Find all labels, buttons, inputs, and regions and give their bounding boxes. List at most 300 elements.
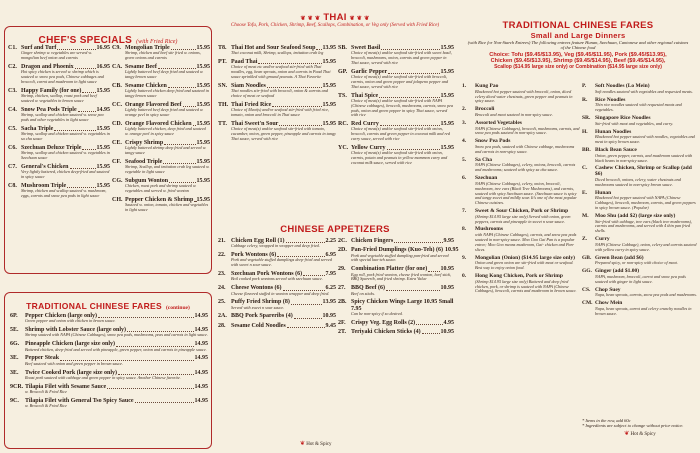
menu-item-description: Roast pork sauteed with cabbage and green pepper in spicy sauce. Another Chinese favorite. [25,374,181,380]
menu-item [10,313,208,324]
menu-item-code: T8. [218,45,227,51]
trad-header [458,20,698,70]
menu-item-price: 16.95 [96,45,110,51]
menu-item-code: CH. [112,196,123,203]
menu-item [218,252,336,268]
menu-item-code: GB. [582,254,592,261]
menu-item-code: TH. [218,101,229,108]
menu-item-price: 15.95 [196,177,210,184]
menu-item-name: Seafood Triple [125,158,163,165]
menu-item-name: Black Bean Sauce [595,147,637,154]
menu-item-name: Pepper Chicken & Shrimp [125,196,194,203]
dot-leader [386,285,440,290]
menu-item-price: 13.95 [322,299,336,306]
menu-item-name: Rice Noodles [595,96,626,103]
menu-item-price: 14.95 [194,327,208,334]
menu-item-price: 14.95 [194,383,208,390]
menu-item-description: Soft noodles sauteed with vegetables and requested meats. [595,88,693,94]
menu-item-description: w. Broccoli & Fried Rice [25,388,67,394]
menu-item-description: Choice of meat(s) and/or seafood stir-fried with NAPA (Chinese cabbages), broccoli, mushrooms, carrots, snow pea pods, onion and green pepper in spicy Thai sauce, served with rice [351,97,454,118]
menu-item-code: 2A. [218,313,227,320]
dot-leader [294,313,322,318]
menu-item-code: GG. [582,268,592,275]
menu-item-code: CS. [582,286,591,293]
menu-item-price: 15.95 [440,92,454,99]
thai-title [216,12,454,23]
menu-item-code: C8. [8,182,17,189]
menu-item-price: 15.95 [96,144,110,151]
menu-item-code: CM. [582,300,593,307]
menu-item-price: 14.95 [194,369,208,376]
menu-item-name: Szechuan Pork Wontons (6) [231,271,303,278]
menu-item [338,45,454,66]
menu-item-description: Beef on sticks. [351,290,376,296]
menu-item-name: Orange Flavored Chicken [125,120,192,127]
menu-item-name: Tilapia Filet with Sesame Sauce [25,383,107,390]
menu-item-price: 9.95 [443,238,454,244]
menu-item-name: Thai Fried Rice [231,101,272,108]
menu-item-name: Chop Suey [595,286,621,293]
menu-item [112,64,210,80]
menu-item-code: C4. [8,106,17,113]
menu-item-description: Cheese flavored stuffed in wonton wrapper and deep fried. [231,290,330,296]
menu-item-code: TT. [218,120,228,127]
menu-item-name: Crispy Shrimp [125,139,164,146]
menu-item-code: M. [582,212,589,219]
menu-item [338,299,454,316]
menu-item-name: Mushroom Triple [21,182,67,189]
appetizers-left-column [218,238,336,332]
menu-item-code: CG. [112,177,123,184]
menu-item-code: 22. [218,252,226,259]
menu-item-name: Chicken Fingers [351,238,394,244]
menu-item-code: 29. [338,266,346,273]
menu-item-description: Choice of meat(s) and/or seafood stir-fried with broccoli, carrots, onion and green pepper and jalapeno pepper and Thai sauce, served with rice [351,74,449,89]
menu-item-description: Shrimp, chicken and scallop sauteed w. mushroom, eggs, carrots and snow pea pods in light sauce [21,187,107,198]
menu-item [582,269,698,284]
menu-item-description: Choice of meat(s) and/or seafood stir-fried with onion, carrots, potato and peanuts in yellow mammon curry and coconut milk sauce, served with rice [351,150,448,165]
menu-item-description: Choice of meat etc and/or seafood stir-fried with Thai noodles, egg, bean sprouts, onion and carrots in Paad Thai sauce sprinkled with ground peanuts. A Thai Favorite [231,64,331,80]
menu-item-name: Mongolian Triple [125,45,170,51]
menu-item [338,145,454,166]
menu-item-price: 14.95 [194,313,208,319]
menu-item-price: 15.95 [196,139,210,146]
menu-item [462,256,580,271]
menu-item-description: with NAPA (Chinese Cabbages), carrots, and snow pea pods sauteed in non-spicy sauce. Moo Goo Gai Pan is a popular entree; Moo Goo means mushroom, Gai- chicken and Pan- slices. [475,232,577,252]
menu-item-price: 15.95 [196,196,210,203]
menu-item-name: Happy Family (for one) [21,87,82,94]
menu-item-name: Puffy Fried Shrimp (8) [231,299,290,306]
menu-item-description: Green pepper and onion with chicken in brown sauce. [25,318,116,324]
menu-item-code: SN. [218,82,228,89]
menu-item [582,214,698,234]
appetizers-header [216,224,454,235]
chefs-specials-left-column [8,45,110,201]
trad-choice-3: Scallop ($14.95 large size only) or Combination ($14.95 large size only) [494,63,662,70]
menu-item-description: Pork and vegetable stuffed dumpling pan-fried and served with special kuo-teh sauce. [351,252,449,263]
menu-item-description: Choice of meat(s) and/or seafood stir-fried with sweet basil, broccoli, mushrooms, onion, carrots and green pepper in Thai sauce, served with rice [351,50,452,65]
menu-item-price: 15.95 [196,158,210,165]
menu-item-price: 4.95 [443,319,454,326]
trad-continue-list [10,313,208,412]
menu-item-description: NAPA (Chinese Cabbages), celery, onions, broccoli, carrots and mushrooms; sauteed with spicy sa cha sauce. [475,162,576,173]
menu-item-code: 2F. [338,319,346,326]
menu-item-code: CB. [112,82,122,89]
menu-item-description: Shrimp, scallop and chicken sauteed w. vegetables in sa cha sauce [21,130,110,141]
menu-item-description: Napa, bean sprouts, carrots, snow pea pods and mushrooms. [595,292,697,298]
menu-item-description: Thai coconut milk, Shrimp, scallops, imitation crab leg [231,50,324,56]
menu-item-name: Snow Pea Pods [475,138,511,145]
menu-item-price: 6.25 [325,285,336,292]
menu-item-price: 15.95 [322,101,336,108]
dot-leader [118,370,193,375]
menu-item [338,329,454,335]
menu-item [8,145,110,161]
menu-item-code: 3E. [10,355,19,362]
menu-item-name: Sweet & Sour Chicken, Pork or Shrimp [475,208,569,215]
menu-item [10,341,208,352]
dot-leader [135,398,194,403]
dot-leader [416,320,442,325]
menu-item-code: C. [582,165,588,172]
menu-item [10,398,208,409]
menu-item-price: 10.95 [440,266,454,273]
menu-item-name: Red Curry [351,121,379,128]
menu-item [462,176,580,206]
dot-leader [107,384,193,389]
menu-item-description: Lightly battered shrimp deep fried and served w. tangy sauce [125,145,207,155]
menu-item-name: Combination Platter (for one) [351,266,428,273]
menu-item-description: Cabbage celery, wrapped in wrapper and deep fried. [231,243,320,249]
menu-item-price: 10.95 [440,329,454,336]
menu-item-description: Very lightly battered, chicken deep-fried and sauteed in spicy sauce [21,168,110,179]
dot-leader [60,355,193,360]
menu-item-price: 15.95 [96,125,110,132]
menu-item-price: 7.95 [325,271,336,278]
menu-item-price: 15.95 [96,182,110,189]
menu-item-description: (Shrimp $14.95 large size only) Served with onion, green peppers, carrots and pineapple in sweet n sour sauce. [475,213,571,224]
menu-item-description: Chicken, roast pork and shrimp sauteed w. vegetables and served w. fried wonton [125,182,197,193]
menu-item [338,247,459,263]
menu-item [112,197,210,213]
chefs-specials-subtitle: (with Fried Rice) [136,39,178,45]
menu-item-description: Lightly battered chicken, deep fried and sauteed w. orange peel in spicy sauce [125,126,206,136]
dot-leader [287,323,325,328]
menu-item-description: Ginger shrimp w. vegetables are served w. mongolian beef onion and carrots [21,50,92,61]
menu-item [338,320,454,326]
menu-item [218,83,336,99]
menu-item-description: Shrimp, scallop and chicken sauteed w. vegetables in Szechuan sauce [21,149,110,160]
menu-item [338,69,454,90]
menu-item-name: Pork Wontons (6) [231,252,277,259]
menu-item-code: 8. [462,226,467,233]
dot-leader [116,341,194,346]
menu-item-price: 15.95 [196,63,210,70]
menu-item-code: C5. [8,125,17,132]
dot-leader [428,266,439,271]
menu-item-description: Blackened hot pepper sauteed with noodles, vegetables and meat in spicy brown sauce. [595,134,695,145]
menu-item-description: Blackened hot pepper sauteed with NAPA (Chinese Cabbages), broccoli, mushroom, carrots, and green peppers in spicy brown sauce. (Popular) [595,195,696,211]
menu-item-description: Onion, green pepper, carrots, and mushroom sauteed with black beans in non-spicy sauce. [595,152,693,163]
menu-item-name: Sa Cha [475,156,492,163]
menu-item-description: w. Broccoli & Fried Rice [25,403,67,409]
menu-item [8,45,110,61]
menu-item-price: 15.95 [96,87,110,94]
menu-item [8,126,110,142]
menu-item-price: 15.95 [322,82,336,89]
menu-item-description: Boil cooked pork wontons served with szechuan sauce. [231,276,323,282]
menu-item-code: SB. [338,45,347,51]
menu-item-price: 15.95 [322,59,336,66]
menu-item-code: 9CR. [10,383,24,390]
menu-item-code: CE. [112,139,122,146]
menu-item-name: Szechuan [475,175,498,182]
menu-item-code: TS. [338,92,347,99]
menu-item [462,84,580,104]
menu-item-code: H. [582,128,588,135]
thai-title-text: THAI [323,12,347,23]
menu-item-code: PT. [218,59,227,66]
menu-item-code: C7. [8,163,17,170]
thai-right-column [338,45,454,169]
menu-item-price: 15.95 [440,144,454,151]
menu-item-description: Lightly battered beef deep fried and sauteed w. orange peel in spicy sauce [125,107,204,117]
menu-item-code: 27. [338,285,346,292]
menu-item-price: 14.95 [194,397,208,404]
trad-left-column [462,84,580,297]
dot-leader [67,183,95,188]
menu-item-code: 3E. [10,369,19,376]
menu-item-price: 13.95 [322,45,336,51]
menu-item-price: 14.95 [96,106,110,113]
menu-item-price: 15.95 [196,45,210,51]
menu-item [218,323,336,329]
menu-item-name: Hong Kong Chicken, Pork or Shrimp [475,272,563,279]
menu-item [218,299,336,310]
menu-item-code: 6. [462,175,467,182]
trad-right-column [582,84,698,320]
menu-item-description: NAPA (Chinese Cabbage), onion, celery and carrots sauteed with yellow curry in spicy sauce. [595,241,697,252]
menu-item [462,139,580,154]
menu-item-code: GP. [338,68,348,75]
menu-item-code: 28. [218,322,226,329]
thai-left-column [218,45,336,145]
menu-item-name: Sesame Cold Noodles [231,322,286,329]
menu-item-code: C1. [8,45,17,51]
menu-item-header [218,313,336,319]
menu-item [582,166,698,187]
menu-item [582,84,698,95]
menu-item [218,45,336,56]
menu-item [582,237,698,252]
menu-item [582,148,698,163]
menu-item [10,355,208,366]
hot-spicy-icon: ❦ [300,441,306,447]
menu-item [218,285,336,296]
menu-item-code: BB. [582,147,591,154]
menu-item-code: 5E. [10,327,19,334]
menu-item-name: Kung Pao [475,83,499,89]
menu-item [112,102,210,118]
chefs-specials-right-column [112,45,210,216]
menu-item-name: Sacha Triple [21,125,54,132]
menu-item-code: 9. [462,254,467,261]
menu-item-code: 1. [462,83,467,89]
menu-item-name: Surf and Turf [21,45,57,51]
menu-item-description: Stir-fried with meat and vegetables, and curry. [595,120,674,126]
menu-item [10,384,208,395]
menu-item-name: Soft Noodles (Lo Mein) [595,83,650,89]
menu-item-description: Shrimp, chicken and beef stir fried w. onions, green onions and carrots [125,50,201,61]
menu-item [338,266,454,282]
menu-item [8,64,110,85]
menu-item-name: Chow Mein [595,300,623,307]
menu-item-code: E. [582,189,588,196]
menu-item-description: Shrimp sauteed with NAPA (Chinese Cabbages), snow pea pods, mushrooms, peas and carrots in light sauce. [25,332,208,338]
menu-item [338,93,454,119]
menu-item-code: 9C. [10,397,19,404]
menu-item-code: YC. [338,144,349,151]
menu-item [582,98,698,113]
menu-item-description: Lightly battered beef deep fried and sauteed w. tangy brown sauce [125,69,204,80]
menu-item-name: General's Chicken [21,163,69,170]
hot-spicy-icon: ❦ ❦ ❦ [349,16,370,22]
menu-item-price: 14.95 [194,355,208,362]
menu-item [10,327,208,338]
chefs-specials-title: CHEF'S SPECIALS [38,35,133,46]
menu-item-name: Singapore Rice Noodles [595,115,651,122]
menu-item [462,121,580,136]
menu-item-name: Moo Shu (add $2) (large size only) [595,212,676,219]
menu-item-code: 2. [462,106,467,113]
menu-item-description: Shrimp, Scallop, and imitation crab leg sauteed w. vegetable in light sauce [125,164,210,174]
menu-item-name: Thai Spice [351,92,379,99]
menu-item-code: C9. [112,45,121,51]
menu-item-code: 5. [462,156,467,163]
dot-leader [394,238,442,243]
menu-item-code: 2B. [338,299,347,306]
menu-item-price: 10.95 [440,285,454,292]
menu-item-description: Snow pea pods, sauteed with Chinese cabbage, mushrooms and carrots in non-spicy sauce. [475,144,575,154]
menu-item-name: Thai Hot and Sour Seafood Soup [231,45,316,51]
menu-item-name: Broccoli [475,106,495,113]
hot-spicy-icon: ❦ [624,431,630,437]
hot-spicy-legend-text-2: Hot & Spicy [630,432,656,437]
menu-item-name: Pepper Chicken (large only) [25,313,98,319]
menu-item-description: Choice of meat(s) and/or seafood stir-fried with tomato, cucumber, onion, green pepper, pineapple and carrots in tangy Thai sauce, served with rice [231,126,336,141]
menu-item [112,45,210,61]
menu-item-description: Stir-fried with cabbage, tree ears (black tree mushrooms), carrots and mushrooms, and served with 4 thin pan fried shells. [595,218,693,234]
menu-item [338,285,454,296]
menu-item-name: Spicy Chicken Wings Large 10.95 Small 7.95 [351,299,454,312]
menu-item-description: Lightly battered chicken deep fried and sauteed in tangy brown sauce [125,88,209,99]
menu-item [112,83,210,99]
menu-item-name: Teriyaki Chicken Sticks (4) [351,329,421,336]
menu-item-price: 15.95 [440,121,454,128]
dot-leader [291,299,322,304]
menu-item-code: 25. [218,299,226,306]
menu-item [462,274,580,294]
menu-item [218,313,336,319]
menu-item [582,191,698,211]
menu-item-code: CA. [112,63,123,70]
menu-item [462,209,580,224]
menu-item-code: R. [582,96,588,103]
menu-item [218,271,336,282]
menu-item-name: Sesame Beef [125,63,157,70]
menu-item-name: Mushrooms [475,226,504,233]
menu-item-price: 15.95 [440,45,454,51]
menu-item-description: (Shrimp $14.95 large size only) Battered and deep fried chicken, pork, or shrimp is sauteed with NAPA (Chinese Cabbages), broccoli, carrots and mushroom in brown sauce. [475,278,577,294]
trad-note-1: * Items in the row, add 60c [582,418,631,423]
menu-item-code: 23. [218,271,226,278]
menu-item-name: Assorted Vegetables [475,119,522,126]
menu-item-description: Broccoli and meat sauteed in non-spicy sauce. [475,112,553,118]
menu-item [462,227,580,252]
menu-item-code: 6G. [10,341,20,348]
trad-continue-header [4,296,212,314]
menu-item-name: Szechuan Deluxe Triple [21,144,82,151]
menu-item-header [218,323,336,329]
menu-item [462,158,580,173]
menu-item-code: 6P. [10,313,18,319]
menu-item [8,164,110,180]
thai-subtitle: Choose Tofu, Pork, Chicken, Shrimp, Beef, Scallops, Combination, or Veg only (Served with Fried Rice) [230,23,440,28]
menu-item-description: NAPA, mushroom, broccoli, carrot and snow pea pods sauteed with ginger in light sauce. [595,273,686,284]
appetizers-title: CHINESE APPETIZERS [280,224,390,235]
menu-item-price: 10.95 [444,247,459,254]
menu-item-name: Twice Cooked Pork (large size only) [25,369,118,376]
menu-item-price: 15.95 [196,101,210,108]
menu-item [582,116,698,127]
menu-item-name: Dragon and Phoenix [21,63,74,70]
menu-item-code: 2D. [338,247,347,254]
menu-item-name: Hunan Noodles [595,128,632,135]
menu-item-description: Diced broccoli, onions, celery, water chestnuts and mushrooms sauteed in non-spicy brown sauce. [595,176,681,187]
menu-item-code: 4. [462,138,467,145]
menu-item [462,107,580,118]
trad-continue-subtitle: (continue) [165,305,190,311]
menu-item-description: Hot spicy chicken is served w. shrimp which is sauteed w. snow pea pods, Chinese cabbages and broccoli, carrot and mushroom in light sauce [21,69,104,84]
menu-item-description: Napa, bean sprouts, carrot and celery crunchy noodles in brown sauce. [595,305,692,316]
menu-item-description: Thai noodles stir-fried with broccoli, onion & carrots and choice of meat or seafood [231,88,328,99]
hot-spicy-legend-right [582,430,698,437]
menu-item-price: 6.95 [325,252,336,259]
menu-item-name: BBQ Pork Spareribs (4) [231,313,293,320]
menu-item-name: Yellow Curry [351,144,386,151]
trad-choice-2: Chicken ($9.45/$13.95), Shrimp ($9.45/$14.95), Beef ($9.45/$14.95), [490,57,666,64]
menu-item-price: 15.95 [322,120,336,127]
menu-item-description: Choice of meat(s) and/or seafood stir-fried with onion, broccoli, carrots and green pepper in coconut milk and red curry sauce, served with rice [351,126,450,142]
menu-item [8,183,110,199]
menu-item-code: SR. [582,115,591,122]
appetizers-right-column [338,238,459,338]
menu-item-code: 3. [462,119,467,126]
menu-item [10,370,208,381]
menu-item-name: Thai Sweet'n Sour [231,120,279,127]
menu-item-code: 2C. [338,238,347,244]
dot-leader [422,329,440,334]
menu-item [582,288,698,299]
menu-item-name: Siam Noodles [231,82,266,89]
menu-item-description: Beef sauteed with onion and green pepper in brown sauce. [25,360,124,366]
menu-item-description: Blackened hot pepper sauteed with broccoli, onion, diced celery diced water chestnuts, green pepper and peanuts in spicy sauce. [475,88,573,104]
menu-item-name: Snow Pea Pods Triple [21,106,77,113]
menu-item-price: 15.95 [440,68,454,75]
menu-item-description: Served with sweet n sour sauce. [231,304,285,310]
menu-item-code: CF. [112,158,121,165]
menu-item [582,130,698,145]
